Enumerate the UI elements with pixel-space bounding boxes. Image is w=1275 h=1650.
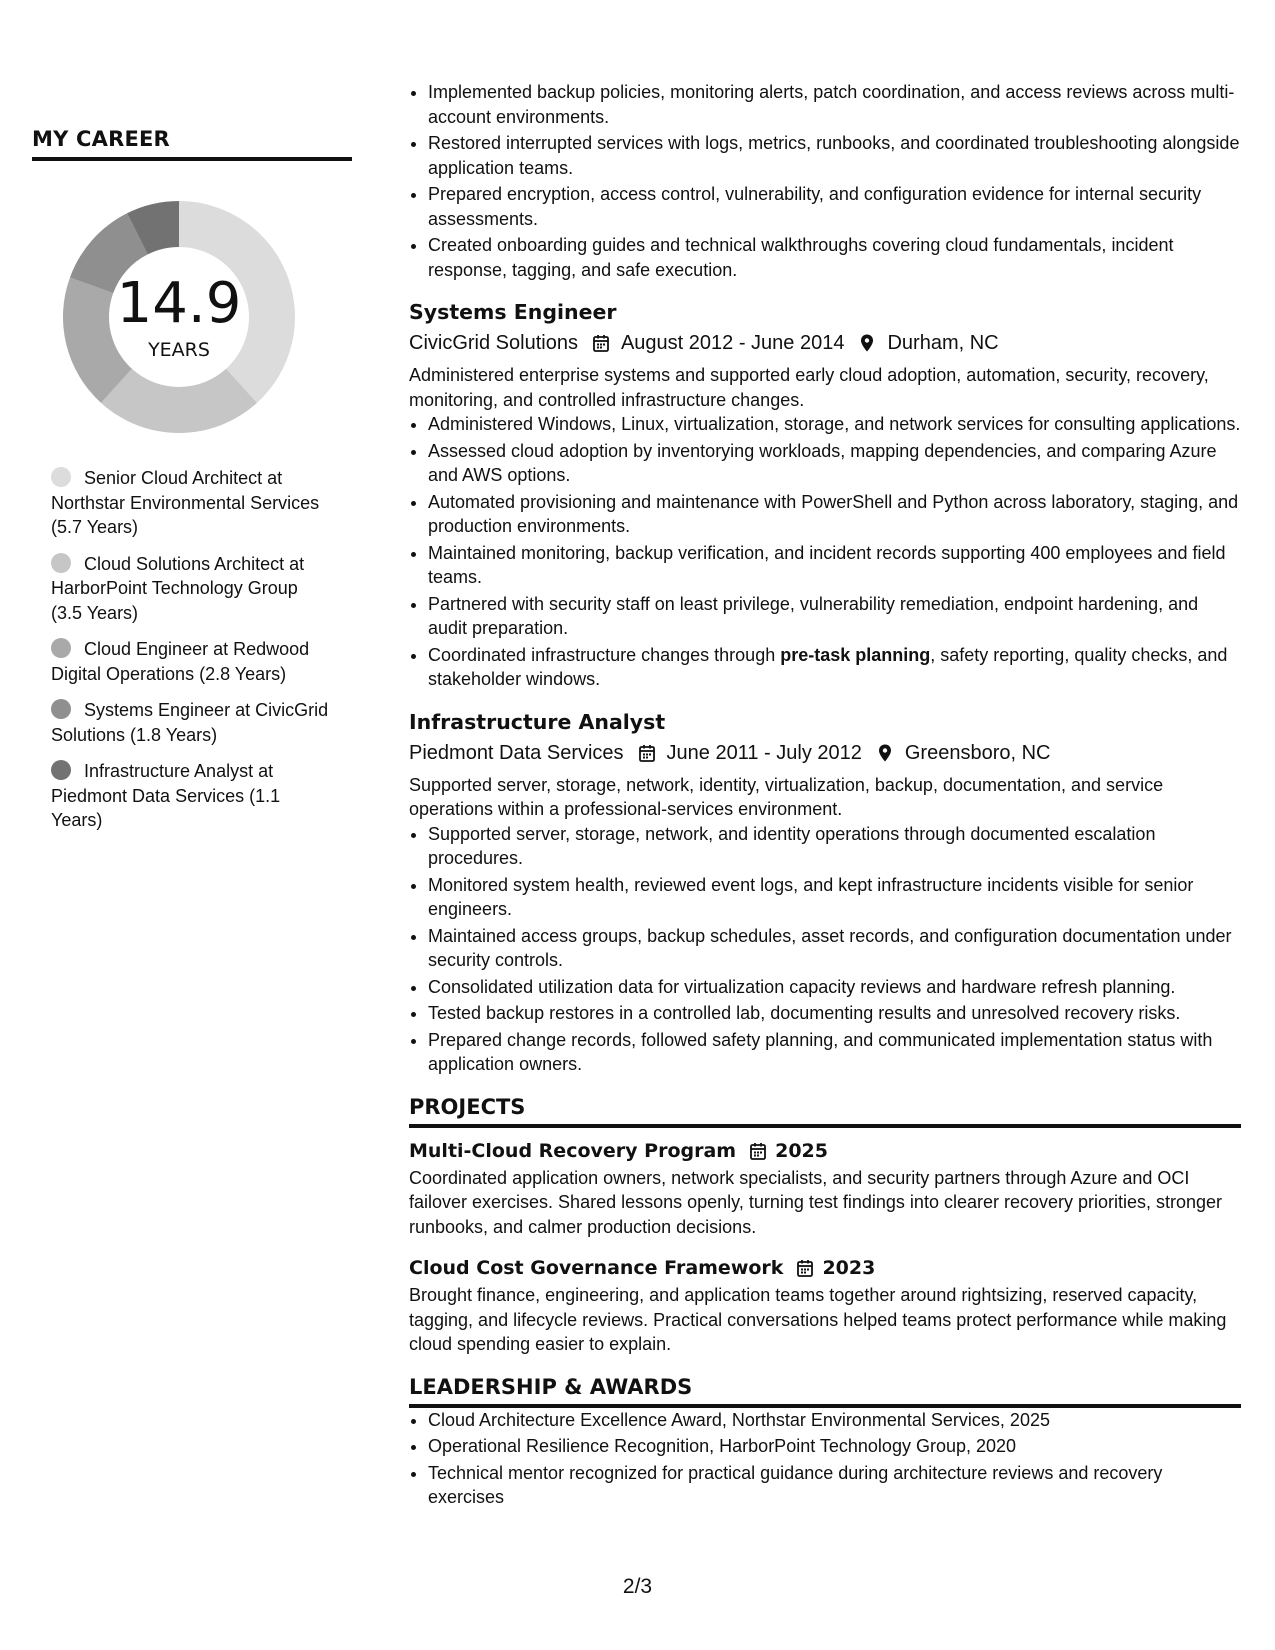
calendar-icon [795, 1258, 815, 1278]
job-infrastructure-analyst [409, 708, 1241, 1077]
bullet-item: • Supported server, storage, network, and identity operations through documented escalation procedures. [428, 822, 1241, 871]
awards-list [409, 1408, 1241, 1510]
job-meta [409, 739, 1241, 767]
project-entry [409, 1255, 1241, 1357]
bullet-item [428, 643, 1241, 692]
legend-dot [51, 553, 71, 573]
legend-dot [51, 699, 71, 719]
bullet-text-after: , safety reporting, quality checks, and stakeholder windows. [428, 644, 1228, 689]
project-description: Coordinated application owners, network specialists, and security partners through Azure and OCI failover exercises. Shared lessons openly, turning test findings into clearer recovery priorities, stronger runbooks, and calmer production decisions. [409, 1167, 1223, 1237]
career-heading: MY CAREER [32, 127, 352, 161]
project-description: Brought finance, engineering, and application teams together around rightsizing, reserved capacity, tagging, and lifecycle reviews. Practical conversations helped teams protect performance while making cloud spending easier to explain. [409, 1285, 1227, 1354]
bullet-item: • Maintained access groups, backup schedules, asset records, and configuration documentation under security controls. [428, 924, 1241, 973]
job-dates: August 2012 - June 2014 [620, 332, 845, 354]
total-years-value: 14.9 [116, 271, 242, 336]
career-legend [51, 466, 331, 833]
legend-label: Cloud Engineer at Redwood Digital Operations (2.8 Years) [51, 639, 310, 684]
project-header [409, 1138, 1241, 1164]
legend-item [51, 698, 331, 747]
job-description: Administered enterprise systems and supported early cloud adoption, automation, security, recovery, monitoring, and controlled infrastructure changes. [409, 365, 1209, 410]
bullet-item: • Assessed cloud adoption by inventorying workloads, mapping dependencies, and comparing Azure and AWS options. [428, 439, 1241, 488]
previous-job-bullets [409, 80, 1241, 282]
bullet-text-before: Coordinated infrastructure changes through [428, 644, 781, 665]
project-header [409, 1255, 1241, 1281]
project-year: 2023 [822, 1257, 876, 1279]
legend-dot [51, 760, 71, 780]
bullet-item: • Maintained monitoring, backup verification, and incident records supporting 400 employees and field teams. [428, 541, 1241, 590]
legend-item [51, 466, 331, 540]
bullet-item: • Prepared encryption, access control, vulnerability, and configuration evidence for internal security assessments. [428, 182, 1241, 231]
company-name: CivicGrid Solutions [409, 332, 578, 354]
bullet-item: • Administered Windows, Linux, virtualization, storage, and network services for consulting applications. [428, 412, 1241, 437]
company-name: Piedmont Data Services [409, 741, 624, 764]
calendar-icon [591, 333, 611, 353]
bullet-item: • Tested backup restores in a controlled lab, documenting results and unresolved recovery risks. [428, 1001, 1241, 1026]
job-description: Supported server, storage, network, identity, virtualization, backup, documentation, and service operations within a professional-services environment. [409, 774, 1164, 819]
calendar-icon [748, 1141, 768, 1161]
project-title: Cloud Cost Governance Framework [409, 1257, 784, 1279]
job-location: Durham, NC [887, 332, 999, 354]
bullet-item: • Monitored system health, reviewed event logs, and kept infrastructure incidents visible for senior engineers. [428, 873, 1241, 922]
bullet-item: • Implemented backup policies, monitoring alerts, patch coordination, and access reviews across multi-account environments. [428, 80, 1241, 129]
job-dates: June 2011 - July 2012 [666, 741, 862, 764]
legend-item [51, 552, 331, 626]
project-entry [409, 1138, 1241, 1240]
job-title: Systems Engineer [409, 300, 617, 324]
award-item: • Technical mentor recognized for practical guidance during architecture reviews and recovery exercises [428, 1461, 1241, 1510]
legend-dot [51, 467, 71, 487]
legend-label: Systems Engineer at CivicGrid Solutions (1.8 Years) [51, 700, 329, 745]
bullet-item: • Prepared change records, followed safety planning, and communicated implementation status with application owners. [428, 1028, 1241, 1077]
project-title: Multi-Cloud Recovery Program [409, 1139, 737, 1162]
legend-item [51, 637, 331, 686]
bullet-item: • Created onboarding guides and technical walkthroughs covering cloud fundamentals, incident response, tagging, and safe execution. [428, 233, 1241, 282]
bullet-text-bold: pre-task planning [780, 644, 931, 665]
legend-dot [51, 638, 71, 658]
location-pin-icon [857, 333, 877, 353]
award-item: • Operational Resilience Recognition, HarborPoint Technology Group, 2020 [428, 1434, 1241, 1459]
bullet-item: • Automated provisioning and maintenance with PowerShell and Python across laboratory, staging, and production environments. [428, 490, 1241, 539]
calendar-icon [637, 743, 657, 763]
awards-heading: LEADERSHIP & AWARDS [409, 1373, 1241, 1408]
location-pin-icon [875, 743, 895, 763]
donut-slice-1 [101, 369, 257, 433]
job-bullets [409, 412, 1241, 692]
legend-label: Cloud Solutions Architect at HarborPoint Technology Group (3.5 Years) [51, 553, 305, 623]
job-systems-engineer [409, 298, 1241, 692]
bullet-item: • Restored interrupted services with logs, metrics, runbooks, and coordinated troubleshooting alongside application teams. [428, 131, 1241, 180]
job-title: Infrastructure Analyst [409, 709, 666, 734]
total-years-label: YEARS [148, 339, 210, 361]
career-donut-chart [54, 192, 304, 442]
legend-label: Senior Cloud Architect at Northstar Environmental Services (5.7 Years) [51, 468, 320, 537]
job-location: Greensboro, NC [904, 741, 1051, 764]
job-meta [409, 329, 1241, 357]
career-sidebar [32, 60, 352, 845]
legend-label: Infrastructure Analyst at Piedmont Data Services (1.1 Years) [51, 761, 281, 830]
resume-main [409, 80, 1241, 1512]
project-year: 2025 [775, 1139, 828, 1162]
bullet-item: • Consolidated utilization data for virtualization capacity reviews and hardware refresh planning. [428, 975, 1241, 1000]
page-number: 2/3 [622, 1575, 653, 1598]
legend-item [51, 759, 331, 833]
award-item: • Cloud Architecture Excellence Award, Northstar Environmental Services, 2025 [428, 1408, 1241, 1433]
job-bullets [409, 822, 1241, 1077]
bullet-item: • Partnered with security staff on least privilege, vulnerability remediation, endpoint hardening, and audit preparation. [428, 592, 1241, 641]
projects-heading: PROJECTS [409, 1093, 1241, 1128]
